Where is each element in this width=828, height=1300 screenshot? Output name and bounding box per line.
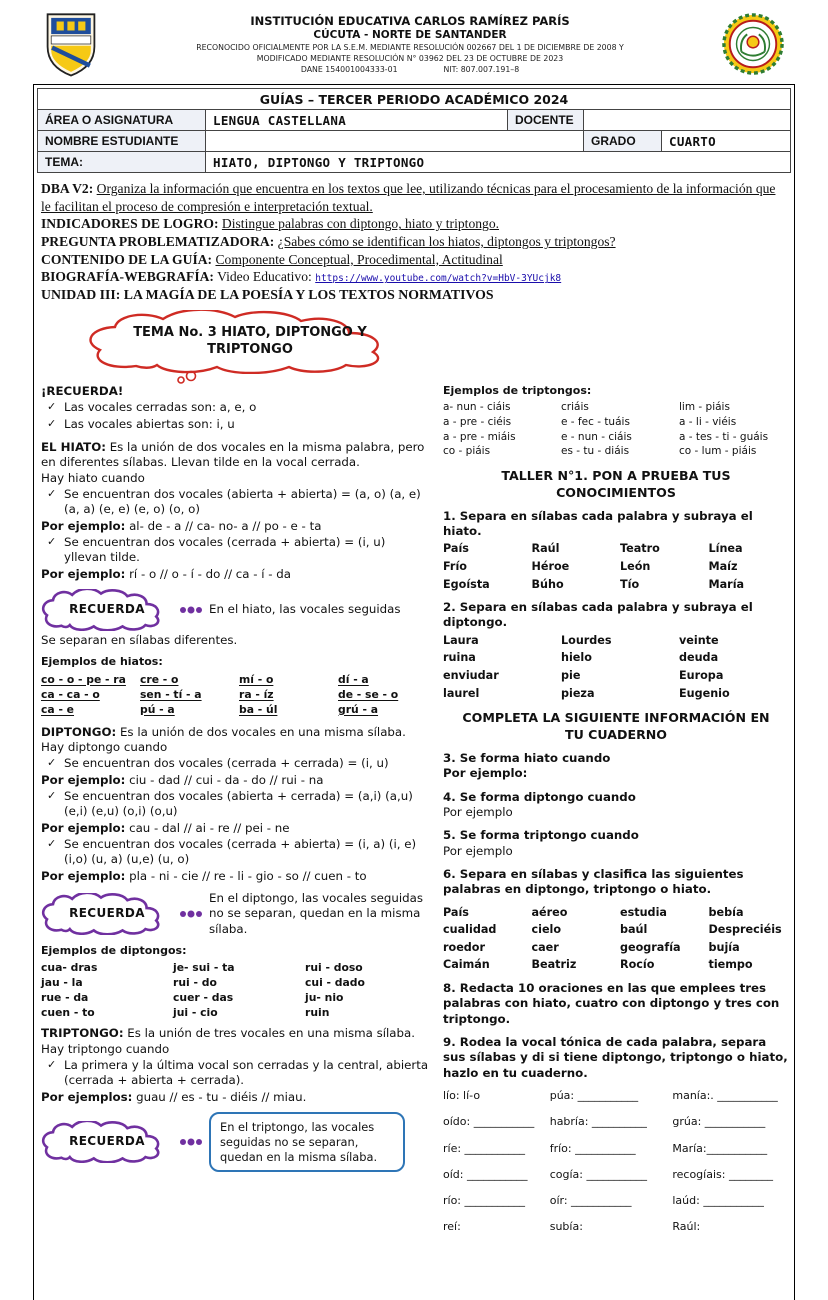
word-item: aéreo [531, 905, 568, 919]
word-item: oíd: ___________ [443, 1167, 528, 1181]
word-item: caer [531, 940, 559, 954]
word-item: criáis [561, 401, 589, 414]
left-column [41, 384, 429, 1241]
triptongo-rule-text: La primera y la última vocal son cerradas y la central, abierta (cerrada + abierta + cerrada). [64, 1057, 429, 1088]
check-icon: ✓ [47, 486, 57, 500]
word-item: ruin [305, 1006, 330, 1020]
triptongo-note-box: En el triptongo, las vocales seguidas no se separan, quedan en la misma sílaba. [209, 1112, 405, 1172]
recuerda-cloud-3 [41, 1121, 173, 1163]
word-item: Egoísta [443, 577, 490, 591]
word-item: Raúl [531, 542, 560, 556]
hiatos-examples-title: Ejemplos de hiatos: [41, 655, 163, 669]
word-item: cuer - das [173, 991, 234, 1005]
word-item: hielo [561, 651, 592, 665]
word-item: María [708, 577, 745, 591]
content-box [33, 84, 795, 1300]
word-item: jui - cio [173, 1006, 218, 1020]
diptongo-examples-grid [41, 961, 429, 1020]
codes-line [110, 65, 710, 74]
diptongo-example-3 [41, 869, 429, 884]
hiato-definition-text: Es la unión de dos vocales en la misma palabra, pero en diferentes sílabas. Llevan tilde en la vocal cerrada. [41, 439, 425, 470]
por-ejemplos-label: Por ejemplos: [41, 1089, 133, 1104]
word-item: e - nun - ciáis [561, 430, 632, 443]
word-item: cua- dras [41, 961, 98, 975]
cloud-tail-dots [179, 1135, 203, 1149]
word-item: Despreciéis [708, 923, 782, 937]
check-icon: ✓ [47, 416, 57, 430]
hiato-definition [41, 440, 429, 471]
word-item: roedor [443, 940, 486, 954]
item-2-words [443, 634, 789, 701]
check-icon: ✓ [47, 1057, 57, 1071]
docente-label: DOCENTE [508, 110, 584, 131]
word-item: manía:. ___________ [672, 1088, 778, 1102]
webgrafia-line [41, 268, 787, 286]
item-4-heading: 4. Se forma diptongo cuando [443, 789, 636, 804]
triptongo-rule [41, 1058, 429, 1089]
item-1-heading: 1. Separa en sílabas cada palabra y subraya el hiato. [443, 508, 753, 539]
institution-city: CÚCUTA - NORTE DE SANTANDER [313, 29, 507, 41]
hiato-example-1 [41, 519, 429, 534]
nombre-estudiante-value [206, 131, 584, 152]
word-item: Teatro [620, 542, 660, 556]
word-item: sen - tí - a [140, 687, 202, 701]
hiato-rule-1 [41, 487, 429, 518]
recuerda-row-2 [41, 891, 429, 937]
diptongo-definition-text: Es la unión de dos vocales en una misma sílaba. [119, 724, 406, 739]
word-item: ju- nio [305, 991, 344, 1005]
dba-line [41, 180, 787, 215]
word-item: frío: ___________ [549, 1141, 636, 1155]
word-item: Búho [531, 577, 564, 591]
recuerda-cloud-label: RECUERDA [69, 906, 145, 921]
institution-name: INSTITUCIÓN EDUCATIVA CARLOS RAMÍREZ PARÍS [250, 14, 570, 28]
word-item: Beatriz [531, 958, 577, 972]
por-ejemplo-label: Por ejemplo: [41, 772, 126, 787]
check-icon: ✓ [47, 400, 57, 414]
word-item: rui - do [173, 976, 217, 990]
header-text-block [110, 14, 710, 74]
word-item: a - tes - ti - guáis [679, 430, 769, 443]
logro-label: INDICADORES DE LOGRO: [41, 216, 219, 232]
word-item: pie [561, 668, 581, 682]
word-item: ríe: ___________ [443, 1141, 526, 1155]
diptongo-definition [41, 725, 429, 740]
word-item: cogía: ___________ [549, 1167, 647, 1181]
dane-code: DANE 154001004333-01 [300, 65, 398, 74]
hiato-examples-grid [41, 673, 429, 717]
word-item: tiempo [708, 958, 753, 972]
word-item: a - li - viéis [679, 415, 737, 428]
unidad-line [41, 286, 787, 304]
triptongo-cuando: Hay triptongo cuando [41, 1041, 170, 1056]
pregunta-text: ¿Sabes cómo se identifican los hiatos, diptongos y triptongos? [277, 234, 616, 250]
item-3-sub: Por ejemplo: [443, 766, 528, 781]
word-item: León [620, 560, 651, 574]
check-icon: ✓ [47, 788, 57, 802]
word-item: ra - íz [239, 687, 274, 701]
word-item: grú - a [338, 702, 379, 716]
word-item: lim - piáis [679, 401, 730, 414]
word-item: dí - a [338, 672, 369, 686]
unidad-title: UNIDAD III: LA MAGÍA DE LA POESÍA Y LOS TEXTOS NORMATIVOS [41, 287, 494, 303]
diptongo-rule-1 [41, 756, 429, 771]
webgrafia-label: BIOGRAFÍA-WEBGRAFÍA: [41, 269, 214, 285]
word-item: subía: [549, 1220, 583, 1234]
recuerda-row-1 [41, 589, 429, 631]
tema-cloud [85, 310, 415, 374]
recuerda-cloud-1 [41, 589, 173, 631]
vocales-abiertas-item [41, 417, 429, 432]
diptongo-term: DIPTONGO: [41, 724, 117, 739]
school-crest-logo [44, 10, 98, 78]
triptongo-definition-text: Es la unión de tres vocales en una misma sílaba. [127, 1026, 415, 1041]
guide-meta [37, 173, 791, 304]
cloud-tail-dots [175, 370, 201, 386]
word-item: rui - doso [305, 961, 363, 975]
word-item: País [443, 542, 469, 556]
recuerda-1-continuation: Se separan en sílabas diferentes. [41, 632, 238, 647]
area-label: ÁREA O ASIGNATURA [38, 110, 206, 131]
por-ejemplo-label: Por ejemplo: [41, 566, 126, 581]
recuerda-row-3 [41, 1112, 429, 1172]
diptongo-example-2 [41, 821, 429, 836]
hiato-example-2-text: rí - o // o - í - do // ca - í - da [129, 566, 292, 581]
word-item: mí - o [239, 672, 274, 686]
triptongo-example-text: guau // es - tu - diéis // miau. [136, 1089, 307, 1104]
word-item: cualidad [443, 923, 497, 937]
word-item: es - tu - diáis [561, 445, 630, 458]
word-item: a - pre - ciéis [443, 415, 512, 428]
item-9-fill-grid [443, 1089, 789, 1235]
word-item: Eugenio [679, 686, 730, 700]
word-item: baúl [620, 923, 648, 937]
word-item: ca - ca - o [41, 687, 100, 701]
municipal-seal-logo [722, 13, 784, 75]
word-item: ruina [443, 651, 476, 665]
word-item: enviudar [443, 668, 499, 682]
diptongo-rule-2 [41, 789, 429, 820]
word-item: ba - úl [239, 702, 278, 716]
por-ejemplo-label: Por ejemplo: [41, 820, 126, 835]
word-item: co - lum - piáis [679, 445, 757, 458]
word-item: Laura [443, 633, 479, 647]
document-header [0, 0, 828, 82]
diptongo-cuando: Hay diptongo cuando [41, 739, 168, 754]
word-item: pieza [561, 686, 595, 700]
recuerda-2-text: En el diptongo, las vocales seguidas no se separan, quedan en la misma sílaba. [209, 890, 424, 936]
diptongo-example-2-text: cau - dal // ai - re // pei - ne [129, 820, 290, 835]
taller-title: TALLER N°1. PON A PRUEBA TUS CONOCIMIENTOS [501, 467, 731, 500]
video-link[interactable]: https://www.youtube.com/watch?v=HbV-3YUcjk8 [315, 273, 562, 285]
word-item: María:___________ [672, 1141, 768, 1155]
diptongo-example-1-text: ciu - dad // cui - da - do // rui - na [129, 772, 324, 787]
grado-value: CUARTO [662, 131, 791, 152]
word-item: pú - a [140, 702, 175, 716]
word-item: recogíais: ________ [672, 1167, 773, 1181]
word-item: laurel [443, 686, 480, 700]
cloud-tail-dots [179, 603, 203, 617]
recognition-line-1: RECONOCIDO OFICIALMENTE POR LA S.E.M. MEDIANTE RESOLUCIÓN 002667 DEL 1 DE DICIEMBRE DE 2008 Y [196, 43, 624, 52]
recognition-line-2: MODIFICADO MEDIANTE RESOLUCIÓN N° 03962 DEL 23 DE OCTUBRE DE 2023 [256, 54, 564, 63]
hiato-example-2 [41, 567, 429, 582]
triptongo-examples-grid [443, 401, 789, 459]
hiato-rule-1-text: Se encuentran dos vocales (abierta + abierta) = (a, o) (a, e)(a, a) (e, e) (e, o) (o, o) [64, 486, 421, 517]
hiato-cuando: Hay hiato cuando [41, 470, 145, 485]
triptongo-example [41, 1090, 429, 1105]
por-ejemplo-label: Por ejemplo: [41, 868, 126, 883]
diptongo-example-3-text: pla - ni - cie // re - li - gio - so // cuen - to [129, 868, 367, 883]
triptongo-definition [41, 1026, 429, 1041]
item-6-words [443, 906, 789, 973]
diptongos-examples-title: Ejemplos de diptongos: [41, 943, 187, 957]
word-item: rue - da [41, 991, 89, 1005]
item-8-heading: 8. Redacta 10 oraciones en las que emplees tres palabras con hiato, cuatro con diptongo y tres con triptongo. [443, 980, 780, 1026]
dba-text: Organiza la información que encuentra en los textos que lee, utilizando técnicas para el procesamiento de la información que le facilitan el proceso de compresión e interpretación textual. [41, 181, 776, 214]
word-item: Rocío [620, 958, 655, 972]
word-item: a - pre - miáis [443, 430, 516, 443]
recuerda-cloud-label: RECUERDA [69, 1134, 145, 1149]
item-4-sub: Por ejemplo [443, 805, 513, 820]
word-item: Línea [708, 542, 743, 556]
nit-code: NIT: 807.007.191–8 [443, 65, 520, 74]
word-item: je- sui - ta [173, 961, 235, 975]
hiato-example-1-text: al- de - a // ca- no- a // po - e - ta [129, 518, 322, 533]
completa-title: COMPLETA LA SIGUIENTE INFORMACIÓN EN TU CUADERNO [462, 710, 770, 743]
word-item: co - o - pe - ra [41, 672, 126, 686]
check-icon: ✓ [47, 534, 57, 548]
grado-label: GRADO [584, 131, 662, 152]
contenido-text: Componente Conceptual, Procedimental, Actitudinal [215, 251, 503, 267]
word-item: oír: ___________ [549, 1194, 632, 1208]
word-item: bujía [708, 940, 740, 954]
word-item: cielo [531, 923, 562, 937]
right-column [443, 384, 789, 1241]
item-5-heading: 5. Se forma triptongo cuando [443, 828, 639, 843]
item-3-heading: 3. Se forma hiato cuando [443, 751, 611, 766]
item-9-heading: 9. Rodea la vocal tónica de cada palabra, separa sus sílabas y di si tiene diptongo, triptongo o hiato, hazlo en tu cuaderno. [443, 1034, 788, 1080]
word-item: río: ___________ [443, 1194, 526, 1208]
word-item: Lourdes [561, 633, 612, 647]
check-icon: ✓ [47, 756, 57, 770]
webgrafia-text: Video Educativo: [217, 269, 312, 285]
logro-line [41, 215, 787, 233]
contenido-line [41, 251, 787, 269]
tema-label: TEMA: [38, 152, 206, 173]
word-item: jau - la [41, 976, 83, 990]
hiato-rule-2-text: Se encuentran dos vocales (cerrada + abierta) = (i, u) yllevan tilde. [64, 534, 386, 565]
item-6-heading: 6. Separa en sílabas y clasifica las siguientes palabras en diptongo, triptongo o hiato. [443, 867, 744, 897]
por-ejemplo-label: Por ejemplo: [41, 518, 126, 533]
vocales-cerradas-text: Las vocales cerradas son: a, e, o [64, 400, 257, 415]
word-item: deuda [679, 651, 719, 665]
nombre-estudiante-label: NOMBRE ESTUDIANTE [38, 131, 206, 152]
cloud-tail-dots [179, 907, 203, 921]
item-2-heading: 2. Separa en sílabas cada palabra y subraya el diptongo. [443, 600, 753, 630]
word-item: cre - o [140, 672, 179, 686]
word-item: Caimán [443, 958, 490, 972]
word-item: co - piáis [443, 445, 491, 458]
item-5-sub: Por ejemplo [443, 843, 513, 858]
word-item: Frío [443, 560, 467, 574]
word-item: País [443, 905, 469, 919]
logro-text: Distingue palabras con diptongo, hiato y triptongo. [221, 216, 500, 232]
recuerda-cloud-label: RECUERDA [69, 602, 145, 617]
word-item: laúd: ___________ [672, 1194, 764, 1208]
word-item: púa: ___________ [549, 1088, 639, 1102]
diptongo-rule-1-text: Se encuentran dos vocales (cerrada + cerrada) = (i, u) [64, 756, 389, 771]
pregunta-line [41, 233, 787, 251]
dba-label: DBA V2: [41, 181, 94, 196]
tema-cloud-text: TEMA No. 3 HIATO, DIPTONGO Y TRIPTONGO [133, 325, 367, 357]
hiato-rule-2 [41, 535, 429, 566]
diptongo-rule-2-text: Se encuentran dos vocales (abierta + cerrada) = (a,i) (a,u) (e,i) (e,u) (o,i) (o,u) [64, 788, 413, 819]
content-columns [37, 384, 791, 1241]
diptongo-rule-3 [41, 837, 429, 868]
vocales-abiertas-text: Las vocales abiertas son: i, u [64, 416, 235, 431]
tema-value: HIATO, DIPTONGO Y TRIPTONGO [206, 152, 791, 173]
pregunta-label: PREGUNTA PROBLEMATIZADORA: [41, 234, 275, 250]
guide-title: GUÍAS – TERCER PERIODO ACADÉMICO 2024 [38, 89, 791, 110]
contenido-label: CONTENIDO DE LA GUÍA: [41, 251, 213, 267]
diptongo-example-1 [41, 773, 429, 788]
item-1-words [443, 542, 789, 592]
word-item: grúa: ___________ [672, 1115, 766, 1129]
word-item: Europa [679, 668, 724, 682]
hiato-term: EL HIATO: [41, 439, 106, 454]
word-item: Maíz [708, 560, 738, 574]
diptongo-rule-3-text: Se encuentran dos vocales (cerrada + abierta) = (i, a) (i, e) (i,o) (u, a) (u,e) (u, o) [64, 836, 417, 867]
word-item: Héroe [531, 560, 570, 574]
word-item: geografía [620, 940, 681, 954]
vocales-cerradas-item [41, 400, 429, 415]
guide-info-table [37, 88, 791, 173]
word-item: Raúl: [672, 1220, 701, 1234]
word-item: reí: [443, 1220, 461, 1234]
word-item: a- nun - ciáis [443, 401, 511, 414]
word-item: Tío [620, 577, 640, 591]
recuerda-1-text: En el hiato, las vocales seguidas [209, 602, 401, 617]
word-item: de - se - o [338, 687, 399, 701]
word-item: cui - dado [305, 976, 365, 990]
docente-value [584, 110, 791, 131]
word-item: e - fec - tuáis [561, 415, 630, 428]
word-item: ca - e [41, 702, 75, 716]
word-item: oído: ___________ [443, 1115, 535, 1129]
check-icon: ✓ [47, 836, 57, 850]
recuerda-cloud-2 [41, 893, 173, 935]
word-item: bebía [708, 905, 744, 919]
word-item: habría: __________ [549, 1115, 647, 1129]
triptongo-term: TRIPTONGO: [41, 1026, 124, 1041]
recuerda-heading: ¡RECUERDA! [41, 383, 124, 398]
area-value: LENGUA CASTELLANA [206, 110, 508, 131]
word-item: estudia [620, 905, 667, 919]
word-item: veinte [679, 633, 719, 647]
word-item: cuen - to [41, 1006, 95, 1020]
triptongos-examples-title: Ejemplos de triptongos: [443, 383, 592, 397]
word-item: lío: lí-o [443, 1088, 481, 1102]
